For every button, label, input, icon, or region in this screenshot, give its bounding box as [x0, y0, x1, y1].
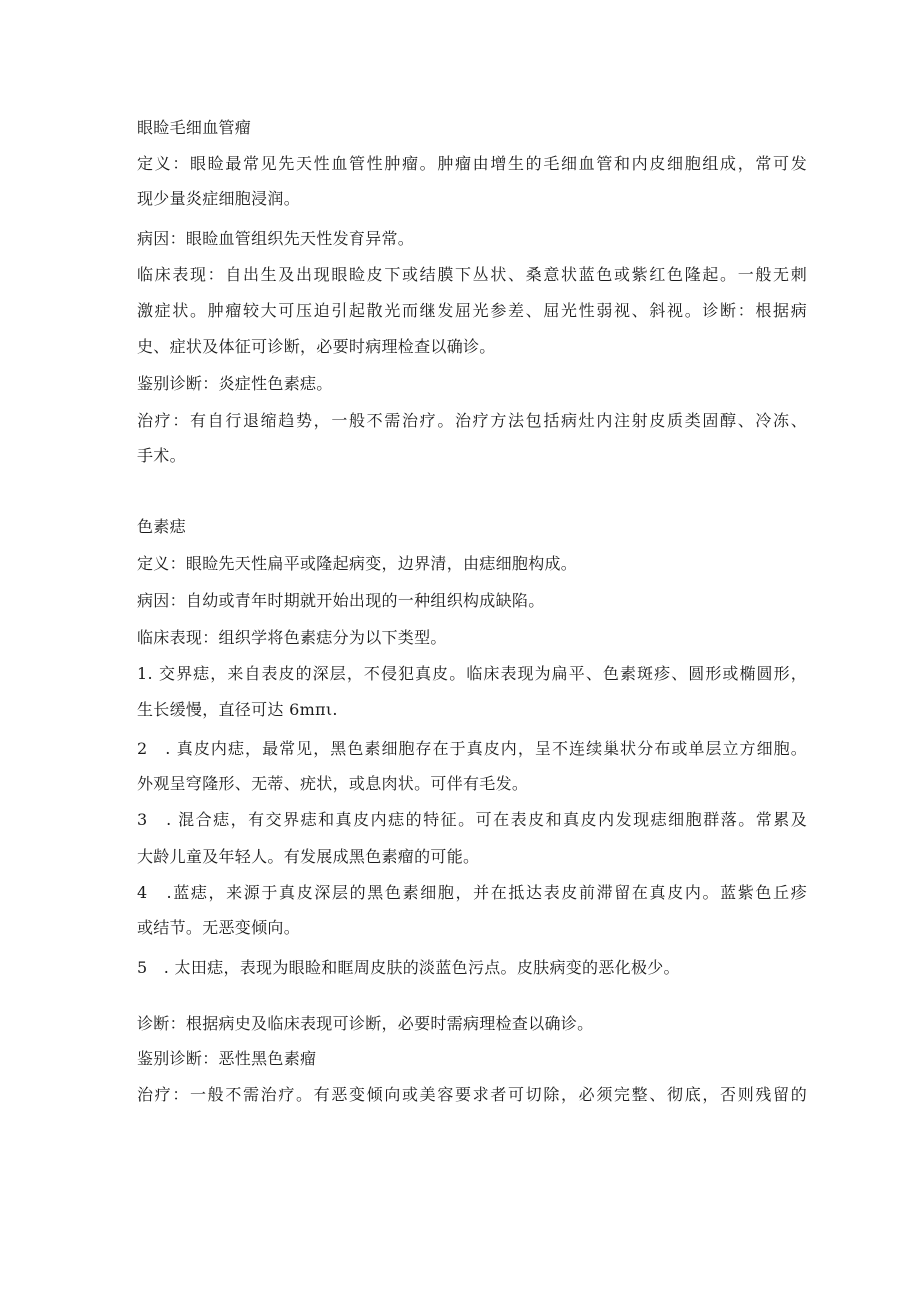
- cause-text: 病因：眼睑血管组织先天性发育异常。: [137, 229, 415, 248]
- nevus-type-3-line-1: 3 . 混合痣，有交界痣和真皮内痣的特征。可在表皮和真皮内发现痣细胞群落。常累及: [137, 810, 807, 829]
- differential-diagnosis: 鉴别诊断：炎症性色素痣。: [137, 374, 333, 393]
- nevus-type-5: 5 . 太田痣，表现为眼睑和眶周皮肤的淡蓝色污点。皮肤病变的恶化极少。: [137, 958, 680, 977]
- nevus-type-4-line-2: 或结节。无恶变倾向。: [137, 918, 301, 937]
- clinical-line-1: 临床表现：自出生及出现眼睑皮下或结膜下丛状、桑意状蓝色或紫红色隆起。一般无刺: [137, 265, 807, 284]
- nevus-diagnosis: 诊断：根据病史及临床表现可诊断，必要时需病理检查以确诊。: [137, 1014, 594, 1033]
- nevus-cause: 病因：自幼或青年时期就开始出现的一种组织构成缺陷。: [137, 591, 545, 610]
- nevus-differential: 鉴别诊断：恶性黑色素瘤: [137, 1049, 317, 1068]
- clinical-line-3: 史、症状及体征可诊断，必要时病理检查以确诊。: [137, 337, 496, 356]
- definition-line-1: 定义：眼睑最常见先天性血管性肿瘤。肿瘤由增生的毛细血管和内皮细胞组成，常可发: [137, 154, 807, 173]
- definition-line-2: 现少量炎症细胞浸润。: [137, 189, 301, 208]
- nevus-type-1-line-1: 1. 交界痣，来自表皮的深层，不侵犯真皮。临床表现为扁平、色素斑疹、圆形或椭圆形，: [137, 664, 807, 683]
- nevus-definition: 定义：眼睑先天性扁平或隆起病变，边界清，由痣细胞构成。: [137, 554, 578, 573]
- nevus-type-3-line-2: 大龄儿童及年轻人。有发展成黑色素瘤的可能。: [137, 847, 480, 866]
- section-title-capillary-hemangioma: 眼睑毛细血管瘤: [137, 118, 252, 137]
- nevus-type-1-line-2: 生长缓慢，直径可达 6mπι.: [137, 700, 338, 719]
- nevus-type-2-line-1: 2 . 真皮内痣，最常见，黑色素细胞存在于真皮内，呈不连续巢状分布或单层立方细胞。: [137, 739, 807, 758]
- nevus-type-4-line-1: 4 .蓝痣，来源于真皮深层的黑色素细胞，并在抵达表皮前滞留在真皮内。蓝紫色丘疹: [137, 883, 807, 902]
- section-title-pigmented-nevus: 色素痣: [137, 517, 186, 536]
- treatment-line-1: 治疗：有自行退缩趋势，一般不需治疗。治疗方法包括病灶内注射皮质类固醇、冷冻、: [137, 411, 807, 430]
- treatment-line-2: 手术。: [137, 446, 186, 465]
- nevus-type-2-line-2: 外观呈穹隆形、无蒂、疣状，或息肉状。可伴有毛发。: [137, 774, 529, 793]
- nevus-treatment: 治疗：一般不需治疗。有恶变倾向或美容要求者可切除，必须完整、彻底，否则残留的: [137, 1085, 807, 1104]
- clinical-line-2: 激症状。肿瘤较大可压迫引起散光而继发屈光参差、屈光性弱视、斜视。诊断：根据病: [137, 301, 807, 320]
- nevus-clinical: 临床表现：组织学将色素痣分为以下类型。: [137, 628, 447, 647]
